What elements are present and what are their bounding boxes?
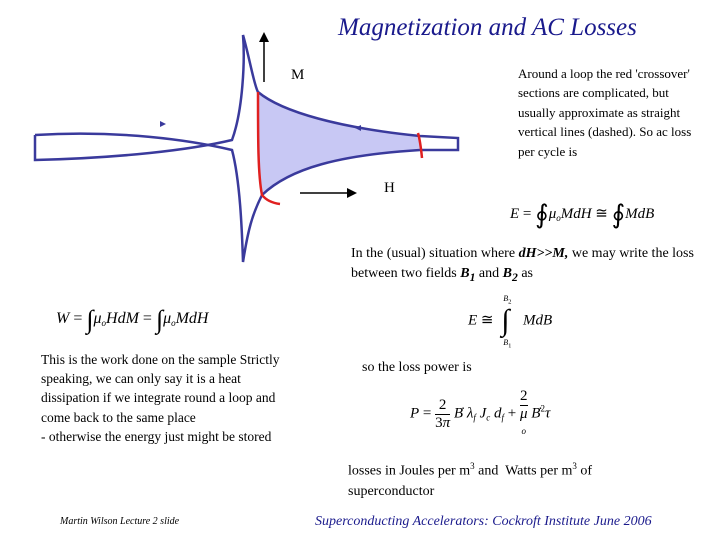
equation-work: $W = \int\mu_oHdM = \int\mu_oMdH$ <box>56 305 209 334</box>
axis-m-label: M <box>291 67 305 83</box>
crossover-note: Around a loop the red 'crossover' sections are complicated, but usually approximate as straight vertical lines (dashed). So ac loss per cycle is <box>518 66 692 159</box>
equation-loop-loss: $E = ∮\mu_oMdH$ ≅ ∮MdB <box>510 200 655 229</box>
footer-right: Superconducting Accelerators: Cockroft Institute June 2006 <box>315 514 652 529</box>
paragraph-work: This is the work done on the sample Strictly speaking, we can only say it is a heat dissipation if we integrate round a loop and come back to the same place - otherwise the energy just might be stored <box>41 352 280 444</box>
paragraph-situation: In the (usual) situation where dH>>M, we may write the loss between two fields $B_1$ and $B_2$ as <box>351 246 694 284</box>
axis-h-label: H <box>384 180 395 196</box>
paragraph-units: losses in Joules per $m^3$ and Watts per $m^3$ of superconductor <box>348 461 593 499</box>
m-axis-arrowhead <box>259 32 269 42</box>
equation-field-loss: E ≅ $B_2$ ∫ $B_1$ MdB <box>468 294 553 350</box>
paragraph-power: so the loss power is <box>362 360 472 375</box>
slide-title: Magnetization and AC Losses <box>338 14 637 41</box>
loop-arrow-left <box>160 121 166 127</box>
h-axis-arrowhead <box>347 188 357 198</box>
footer-left: Martin Wilson Lecture 2 slide <box>60 516 180 527</box>
equation-power: P = $\frac{2}{3\pi}$ Ḃ $\lambda_f$ $J_c$ $d_f$ + 2 μ o $B^2\tau$ <box>410 388 551 436</box>
